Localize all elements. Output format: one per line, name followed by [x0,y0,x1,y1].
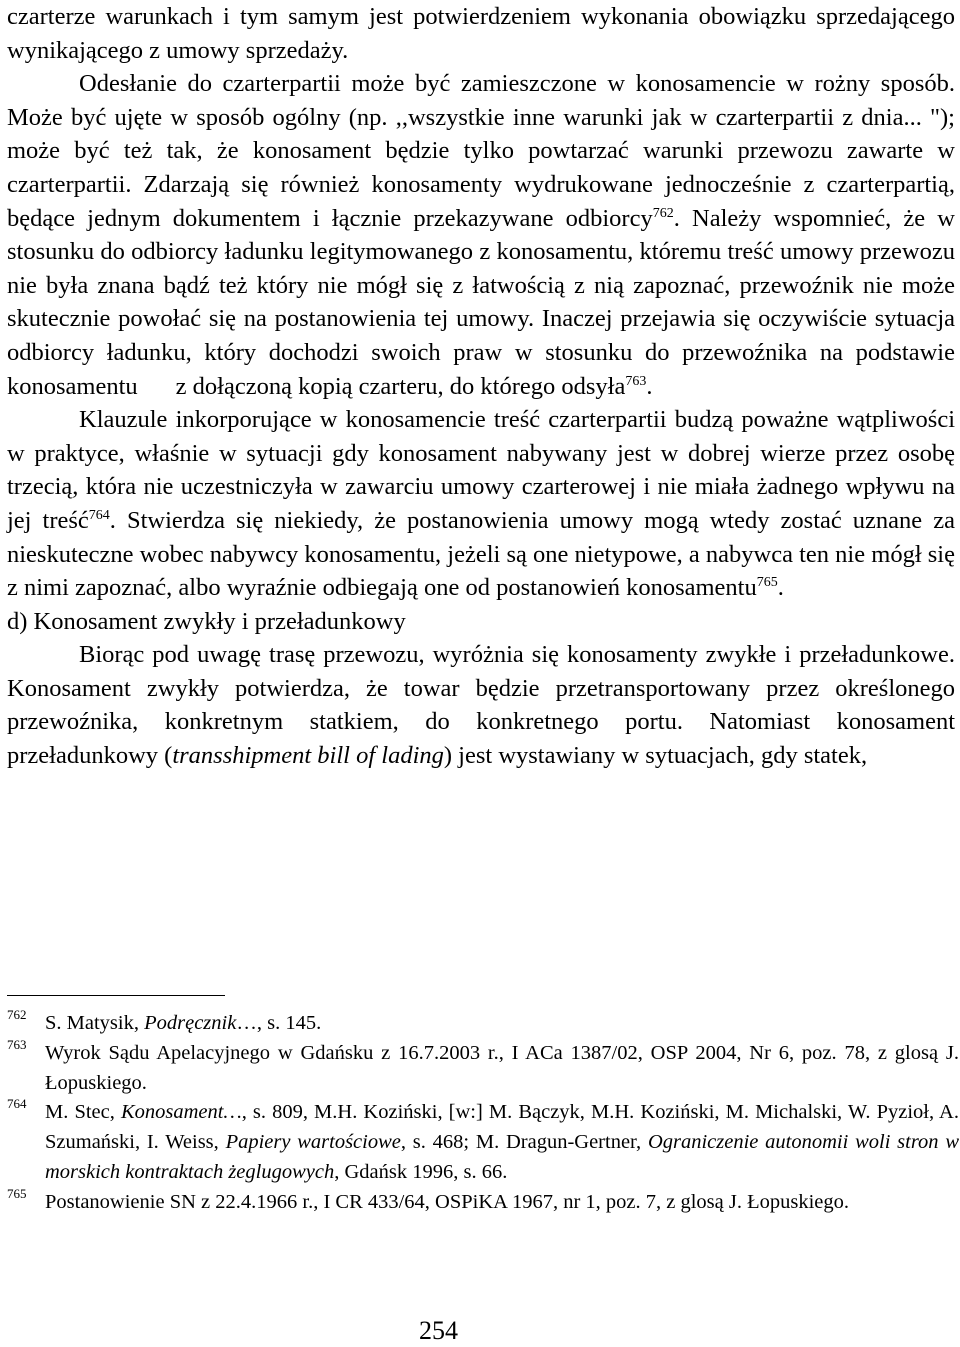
paragraph-text: . [646,372,653,400]
footnote-italic: Ograniczenie autonomii woli stron w morskich kontraktach żeglugowych [45,1131,959,1183]
document-page [7,0,959,1345]
footnote-separator [7,995,225,996]
footnote-text: M. Stec, [45,1101,121,1124]
footnote-text: , s. 468; M. Dragun-Gertner, [400,1131,648,1154]
footnote-text: , Gdańsk 1996, s. 66. [334,1160,508,1183]
footnote-763 [7,1036,959,1099]
paragraph-3 [7,403,955,605]
footnote-number: 765 [7,1185,27,1201]
footnote-text: , s. 809, M.H. Koziński, [w:] M. Bączyk, M.H. Koziński, M. Michalski, W. Pyzioł, A. Szumański, I. Weiss, [45,1101,959,1154]
footnote-ref-762[interactable]: 762 [652,205,674,221]
paragraph-text: Odesłanie do czarterpartii może być zamieszczone w konosamencie w rożny sposób. Może być ujęte w sposób ogólny (np. ,,wszystkie inne warunki jak w czarterpartii z dnia... "); może być też tak, że konosament będzie tylko powtarzać warunki przewozu zawarte w czarterpartii. Zdarzają się również konosamenty wydrukowane jednocześnie z czarterpartią, będące jednym dokumentem i łącznie przekazywane odbiorcy [7,70,955,232]
paragraph-2 [7,67,955,403]
footnote-number: 764 [7,1096,27,1112]
paragraph-text: ) jest wystawiany w sytuacjach, gdy statek, [443,742,868,770]
paragraph-text: . Stwierdza się niekiedy, że postanowienia umowy mogą wtedy zostać uznane za nieskuteczne wobec nabywcy konosamentu, jeżeli są one nietypowe, a nabywca ten nie mógł się z nimi zapoznać, albo wyraźnie odbiegają one od postanowień konosamentu [7,506,955,602]
footnote-text: Postanowienie SN z 22.4.1966 r., I CR 433/64, OSPiKA 1967, nr 1, poz. 7, z glosą J. Łopuskiego. [45,1190,850,1213]
paragraph-text: . [777,574,784,602]
main-text [7,0,955,773]
section-heading: d) Konosament zwykły i przeładunkowy [7,607,406,635]
paragraph-1 [7,0,955,67]
footnote-text: …, s. 145. [236,1012,322,1034]
footnote-italic: Papiery wartościowe [225,1131,401,1154]
paragraph-4 [7,638,955,772]
footnote-764 [7,1098,959,1187]
page-number: 254 [419,1316,458,1345]
footnote-text: S. Matysik, [45,1012,145,1034]
footnote-ref-763[interactable]: 763 [625,373,647,389]
paragraph-text: Klauzule inkorporujące w konosamencie treść czarterpartii budzą poważne wątpliwości w praktyce, właśnie w sytuacji gdy konosament nabywany jest w dobrej wierze przez osobę trzecią, która nie uczestniczyła w zawarciu umowy czarterowej i nie miała żadnego wpływu na jej treść [7,406,955,534]
footnote-italic: Konosament… [120,1101,242,1124]
footnote-italic: Podręcznik [144,1012,237,1034]
footnote-765 [7,1185,959,1218]
footnote-number: 763 [7,1036,27,1052]
footnote-ref-764[interactable]: 764 [88,507,110,523]
footnotes [7,1009,959,1218]
paragraph-text: z dołączoną kopią czarteru, do którego odsyła [175,372,626,400]
footnote-number: 762 [7,1007,27,1022]
italic-term: transshipment bill of lading [172,742,444,770]
paragraph-text: . Należy wspomnieć, że w stosunku do odbiorcy ładunku legitymowanego z konosamentu, któremu treść umowy przewozu nie była znana bądź też który nie mógł się z łatwością z nią zapoznać, przewoźnik nie może skutecznie powołać się na postanowienia tej umowy. Inaczej przejawia się oczywiście sytuacja odbiorcy ładunku, który dochodzi swoich praw w stosunku do przewoźnika na podstawie konosamentu [7,204,956,400]
paragraph-text: czarterze warunkach i tym samym jest potwierdzeniem wykonania obowiązku sprzedającego wynikającego z umowy sprzedaży. [7,3,955,64]
footnote-ref-765[interactable]: 765 [756,575,778,591]
footnote-762 [7,1009,959,1039]
paragraph-text: Biorąc pod uwagę trasę przewozu, wyróżnia się konosamenty zwykłe i przeładunkowe. Konosament zwykły potwierdza, że towar będzie przetransportowany przez określonego przewoźnika, konkretnym statkiem, do konkretnego portu. Natomiast konosament przeładunkowy ( [7,641,955,770]
footnote-text: Wyrok Sądu Apelacyjnego w Gdańsku z 16.7.2003 r., I ACa 1387/02, OSP 2004, Nr 6, poz. 78, z glosą J. Łopuskiego. [45,1041,959,1094]
